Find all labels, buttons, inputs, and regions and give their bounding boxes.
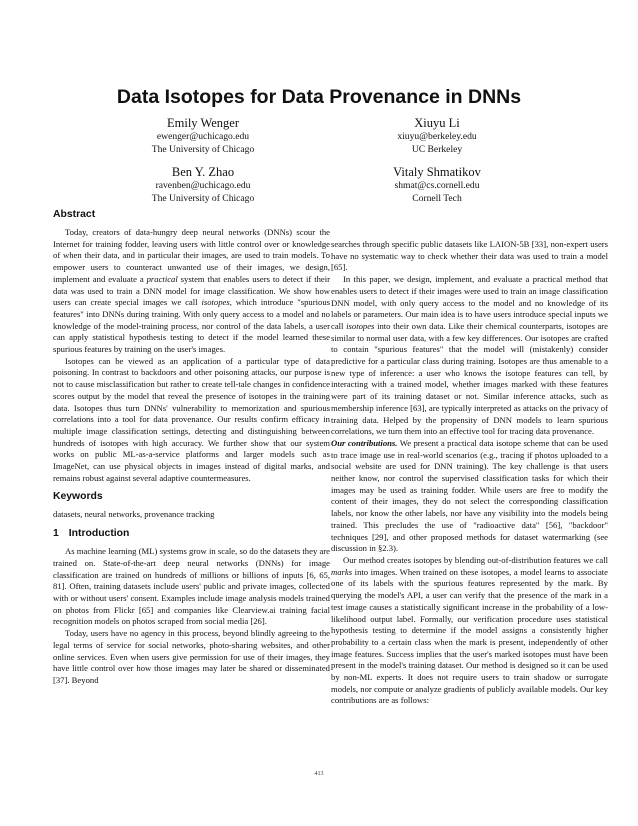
- run-in-heading: Our contributions.: [331, 437, 398, 448]
- author-block: [322, 165, 552, 205]
- author-email: ravenben@uchicago.edu: [155, 180, 251, 191]
- author-affiliation: Cornell Tech: [412, 192, 462, 204]
- intro-paragraph: Today, users have no agency in this process, beyond blindly agreeing to the legal terms of service for social networks, photo-sharing websites, and other online services. Even when users give permission for use of their images, they have little control over how those images may later be shared or disseminated [37]. Beyond: [53, 628, 330, 685]
- author-email: shmat@cs.cornell.edu: [394, 180, 480, 191]
- author-affiliation: The University of Chicago: [151, 192, 255, 204]
- author-block: [322, 116, 552, 156]
- author-email: xiuyu@berkeley.edu: [397, 131, 477, 142]
- section-title: Introduction: [68, 528, 130, 540]
- body-emphasis: marks: [331, 566, 353, 577]
- contributions-paragraph: [331, 438, 608, 555]
- author-email: ewenger@uchicago.edu: [156, 131, 250, 142]
- body-paragraph: searches through specific public datasets like LAION-5B [33], non-expert users have no systematic way to check whether their data was used to train a model [65].: [331, 239, 608, 273]
- page-number: 413: [314, 771, 324, 777]
- abstract-emphasis: isotopes: [201, 297, 230, 308]
- intro-paragraph: As machine learning (ML) systems grow in scale, so do the datasets they are trained on. State-of-the-art deep neural networks (DNNs) for image classification are trained on hundreds of millions or billions of inputs [6, 65, 81]. Often, training datasets include users' public and private images, collected with or without users' consent. Examples include image analysis models trained on photos from Flickr [65] and companies like Clearview.ai training facial recognition models on photos scraped from social media [26].: [53, 546, 330, 627]
- abstract-text: , which introduce "spurious features" into DNNs during training. With only query access to a model and no knowledge of the model-training process, nor control of the data labels, a user can apply statistical hypothesis testing to detect if the model learned these spurious features by training on the user's images.: [53, 297, 330, 355]
- section-heading-introduction: [53, 527, 330, 540]
- abstract-paragraph: [53, 227, 330, 356]
- body-paragraph: [331, 274, 608, 438]
- body-paragraph: [331, 555, 608, 707]
- abstract-text: Today, creators of data-hungry deep neural networks (DNNs) scour the Internet for training fodder, leaving users with little control over or knowledge of when their data, and in particular their images, are used to train models. To empower users to counteract unwanted use of their images, we design, implement and evaluate a: [53, 227, 330, 284]
- author-affiliation: The University of Chicago: [151, 143, 255, 155]
- paper-title: Data Isotopes for Data Provenance in DNNs: [116, 86, 522, 108]
- abstract-emphasis: practical: [146, 273, 178, 284]
- author-name: Xiuyu Li: [414, 116, 460, 130]
- body-text: In this paper, we design, implement, and evaluate a practical method that enables users to detect if their images were used to train an image classification DNN model, with only query access to the model and no knowledge of its labels or parameters. Our main idea is to have users introduce special inputs we call: [331, 274, 608, 331]
- author-name: Ben Y. Zhao: [171, 165, 235, 179]
- body-text: We present a practical data isotope scheme that can be used to trace image use in real-world scenarios (e.g., tracing if photos uploaded to a social website are used for DNN training). The key challenge is that users neither know, nor control the supervised classification tasks for which their images may be used as training fodder. While users are free to modify the content of their images, they do not select the corresponding classification labels, nor know the other labels, nor have any visibility into the models being trained. This precludes the use of "radioactive data" [56], "backdoor" techniques [29], and other proposed methods for dataset watermarking (see discussion in §2.3).: [331, 437, 608, 554]
- left-column: [53, 208, 330, 687]
- author-name: Vitaly Shmatikov: [393, 165, 481, 179]
- abstract-heading: Abstract: [53, 209, 96, 220]
- keywords-heading: Keywords: [53, 491, 103, 503]
- section-number: 1: [53, 528, 59, 540]
- body-text: into images. When trained on these isotopes, a model learns to associate one of its labels with the spurious features represented by the mark. By querying the model's API, a user can verify that the presence of the mark in a test image causes a statistically significant increase in the probability of a low-likelihood output label. Formally, our verification procedure uses statistical hypothesis testing to determine if the model assigns a consistently higher probability to a certain class when the mark is present, independently of other image features. Success implies that the user's marked isotopes must have been present in the model's training dataset. Our method is designed so it can be used by non-ML experts. It does not require users to train shadow or surrogate models, nor compute or analyze gradients of publicly available models. Our key contributions are as follows:: [331, 566, 608, 706]
- author-block: [88, 165, 318, 205]
- abstract-text: system that enables users to detect if their data was used to train a DNN model for image classification. We show how users can create special images we call: [53, 273, 330, 308]
- abstract-paragraph: Isotopes can be viewed as an application of a particular type of data poisoning. In contrast to backdoors and other poisoning attacks, our purpose is not to cause misclassification but rather to create tell-tale changes in confidence scores output by the model that reveal the presence of isotopes in the training data. Isotopes thus turn DNNs' vulnerability to memorization and spurious correlations into a tool for data provenance. Our results confirm efficacy in multiple image classification settings, detecting and distinguishing between hundreds of isotopes with high accuracy. We further show that our system works on public ML-as-a-service platforms and larger models such as ImageNet, can use physical objects in images instead of digital marks, and remains robust against several adaptive countermeasures.: [53, 355, 330, 483]
- right-column: [331, 239, 608, 707]
- body-emphasis: isotopes: [346, 320, 375, 331]
- author-block: [88, 116, 318, 156]
- author-affiliation: UC Berkeley: [411, 143, 463, 155]
- body-text: Our method creates isotopes by blending out-of-distribution features we call: [343, 554, 608, 565]
- keywords-text: datasets, neural networks, provenance tracking: [53, 509, 215, 520]
- author-name: Emily Wenger: [166, 116, 239, 130]
- body-text: into their own data. Like their chemical counterparts, isotopes are similar to normal user data, with a few key differences. Our isotopes are crafted to contain "spurious features" that the model will (mistakenly) consider predictive for a particular class during training. Isotopes are thus amenable to a new type of inference: a user who knows the isotope features can tell, by interacting with a trained model, whether images marked with these features were part of its training dataset or not. Similar inference attacks, such as membership inference [63], are typically interpreted as attacks on the privacy of training data. Helped by the propensity of DNN models to learn spurious correlations, we turn them into an effective tool for tracing data provenance.: [331, 320, 609, 437]
